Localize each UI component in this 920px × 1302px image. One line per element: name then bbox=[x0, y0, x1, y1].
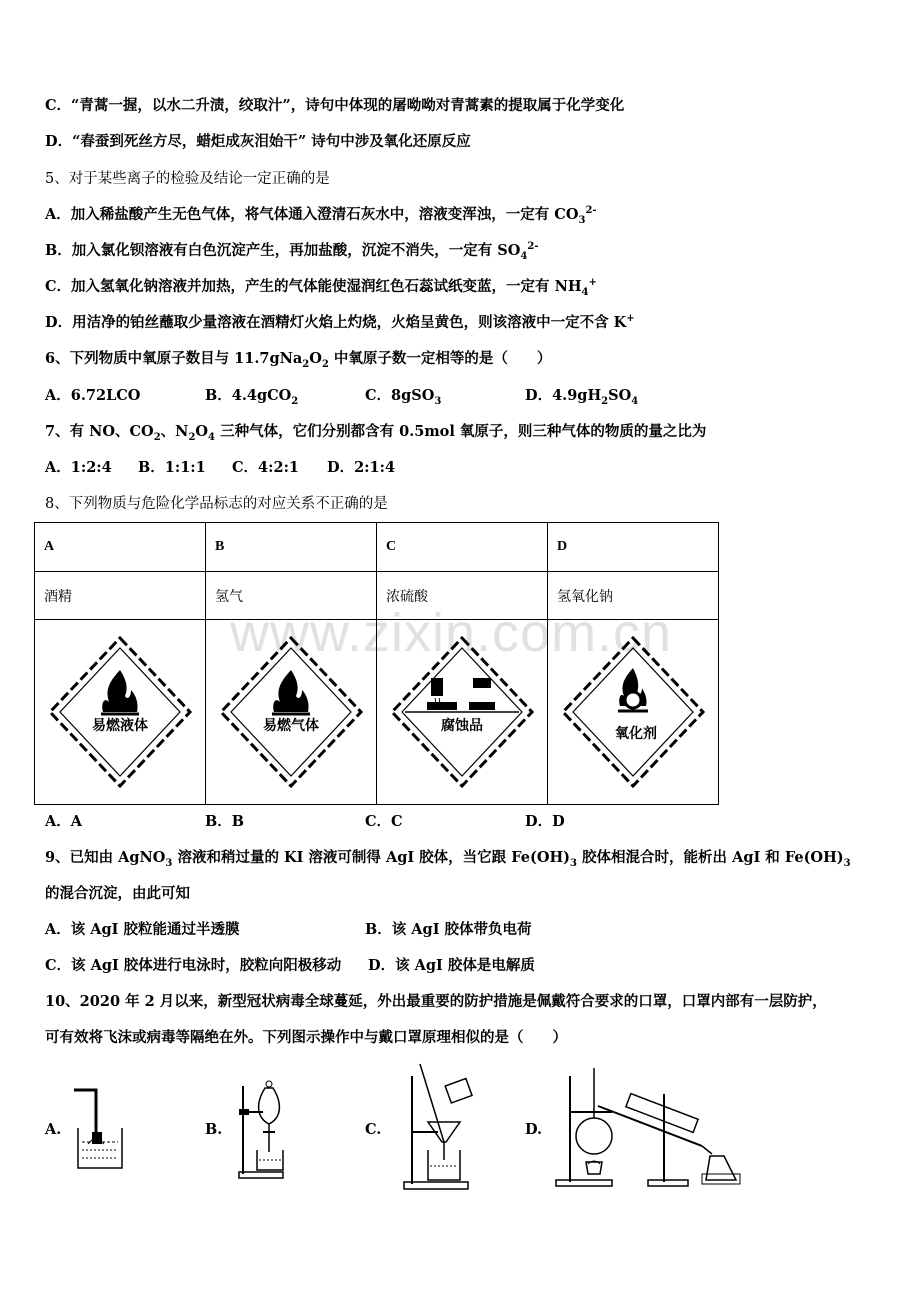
question-7-option-d: D．2:1:4 bbox=[327, 459, 396, 476]
question-9-stem-line2: 的混合沉淀，由此可知 bbox=[45, 885, 190, 902]
question-6-option-b: B．4.4gCO$_2$ bbox=[205, 387, 299, 407]
substance-sodium-hydroxide: 氢氧化钠 bbox=[548, 572, 719, 620]
question-8-option-c: C．C bbox=[365, 813, 403, 830]
filtration-apparatus-icon bbox=[398, 1062, 478, 1192]
question-8-option-b: B．B bbox=[205, 813, 245, 830]
question-7-stem: 7、有 NO、$CO_2$、$N_2O_4$ 三种气体，它们分别都含有 0.5mol 氧原子，则三种气体的物质的量之比为 bbox=[45, 423, 707, 443]
question-9-option-b: B．该 AgI 胶体带负电荷 bbox=[365, 921, 532, 938]
flammable-gas-sign-icon bbox=[206, 620, 376, 800]
question-7-option-c: C．4:2:1 bbox=[232, 459, 300, 476]
hazard-table bbox=[34, 522, 719, 805]
oxidizer-sign-icon bbox=[548, 620, 718, 800]
question-8-option-a: A．A bbox=[45, 813, 83, 830]
question-5-option-a: A．加入稀盐酸产生无色气体，将气体通入澄清石灰水中，溶液变浑浊，一定有 $CO_3^{2-}$ bbox=[45, 205, 597, 226]
substance-alcohol: 酒精 bbox=[35, 572, 206, 620]
sign-cell-c bbox=[377, 620, 548, 805]
question-5-stem: 5、对于某些离子的检验及结论一定正确的是 bbox=[45, 171, 330, 187]
question-10-stem-line1: 10、2020 年 2 月以来，新型冠状病毒全球蔓延，外出最重要的防护措施是佩戴符合要求的口罩，口罩内部有一层防护， bbox=[45, 993, 827, 1010]
question-10-label-d: D. bbox=[525, 1121, 543, 1138]
question-6-option-c: C．8gSO$_3$ bbox=[365, 387, 442, 407]
sign-cell-b bbox=[206, 620, 377, 805]
option-c-prev: C．“青蒿一握，以水二升渍，绞取汁”，诗句中体现的屠呦呦对青蒿素的提取属于化学变化 bbox=[45, 97, 625, 114]
option-d-prev: D．“春蚕到死丝方尽，蜡炬成灰泪始干” 诗句中涉及氧化还原反应 bbox=[45, 133, 471, 150]
question-10-label-a: A. bbox=[45, 1121, 62, 1138]
question-6-option-a: A．6.72LCO bbox=[45, 387, 141, 404]
separatory-funnel-icon bbox=[235, 1072, 305, 1182]
svg-text:腐蚀品: 腐蚀品 bbox=[441, 718, 483, 734]
sign-cell-a bbox=[35, 620, 206, 805]
table-header-b: B bbox=[206, 523, 377, 572]
question-9-stem-line1: 9、已知由 AgNO$_3$ 溶液和稍过量的 KI 溶液可制得 AgI 胶体，当它跟 $Fe(OH)_3$ 胶体相混合时，能析出 AgI 和 $Fe(OH)_3$ bbox=[45, 849, 851, 869]
question-10-label-c: C. bbox=[365, 1121, 382, 1138]
watermark: www.zixin.com.cn bbox=[230, 603, 673, 663]
question-10-stem-line2: 可有效将飞沫或病毒等隔绝在外。下列图示操作中与戴口罩原理相似的是（ ） bbox=[45, 1029, 567, 1046]
corrosive-sign-icon bbox=[377, 620, 547, 800]
table-header-a: A bbox=[35, 523, 206, 572]
svg-text:氧化剂: 氧化剂 bbox=[615, 726, 657, 742]
question-9-option-d: D．该 AgI 胶体是电解质 bbox=[368, 957, 535, 974]
question-9-option-c: C．该 AgI 胶体进行电泳时，胶粒向阳极移动 bbox=[45, 957, 342, 974]
question-5-option-d: D．用洁净的铂丝蘸取少量溶液在酒精灯火焰上灼烧，火焰呈黄色，则该溶液中一定不含 K+ bbox=[45, 313, 635, 331]
substance-hydrogen: 氢气 bbox=[206, 572, 377, 620]
substance-sulfuric-acid: 浓硫酸 bbox=[377, 572, 548, 620]
sign-cell-d bbox=[548, 620, 719, 805]
question-7-option-b: B．1:1:1 bbox=[138, 459, 206, 476]
question-9-option-a: A．该 AgI 胶粒能通过半透膜 bbox=[45, 921, 240, 938]
question-6-stem: 6、下列物质中氧原子数目与 $11.7gNa_2O_2$ 中氧原子数一定相等的是（ ） bbox=[45, 350, 552, 370]
beaker-with-tube-icon bbox=[70, 1080, 130, 1175]
question-8-stem: 8、下列物质与危险化学品标志的对应关系不正确的是 bbox=[45, 496, 388, 512]
question-7-option-a: A．1:2:4 bbox=[45, 459, 112, 476]
question-8-option-d: D．D bbox=[525, 813, 565, 830]
question-5-option-c: C．加入氢氧化钠溶液并加热，产生的气体能使湿润红色石蕊试纸变蓝，一定有 $NH_4^+$ bbox=[45, 277, 597, 298]
question-10-label-b: B. bbox=[205, 1121, 223, 1138]
question-5-option-b: B．加入氯化钡溶液有白色沉淀产生，再加盐酸，沉淀不消失，一定有 $SO_4^{2-}$ bbox=[45, 241, 539, 262]
svg-text:易燃液体: 易燃液体 bbox=[92, 718, 148, 734]
question-6-option-d: D．$4.9gH_2SO_4$ bbox=[525, 387, 639, 407]
table-header-d: D bbox=[548, 523, 719, 572]
distillation-apparatus-icon bbox=[552, 1064, 742, 1189]
table-header-c: C bbox=[377, 523, 548, 572]
flammable-liquid-sign-icon bbox=[35, 620, 205, 800]
svg-text:易燃气体: 易燃气体 bbox=[263, 718, 319, 734]
